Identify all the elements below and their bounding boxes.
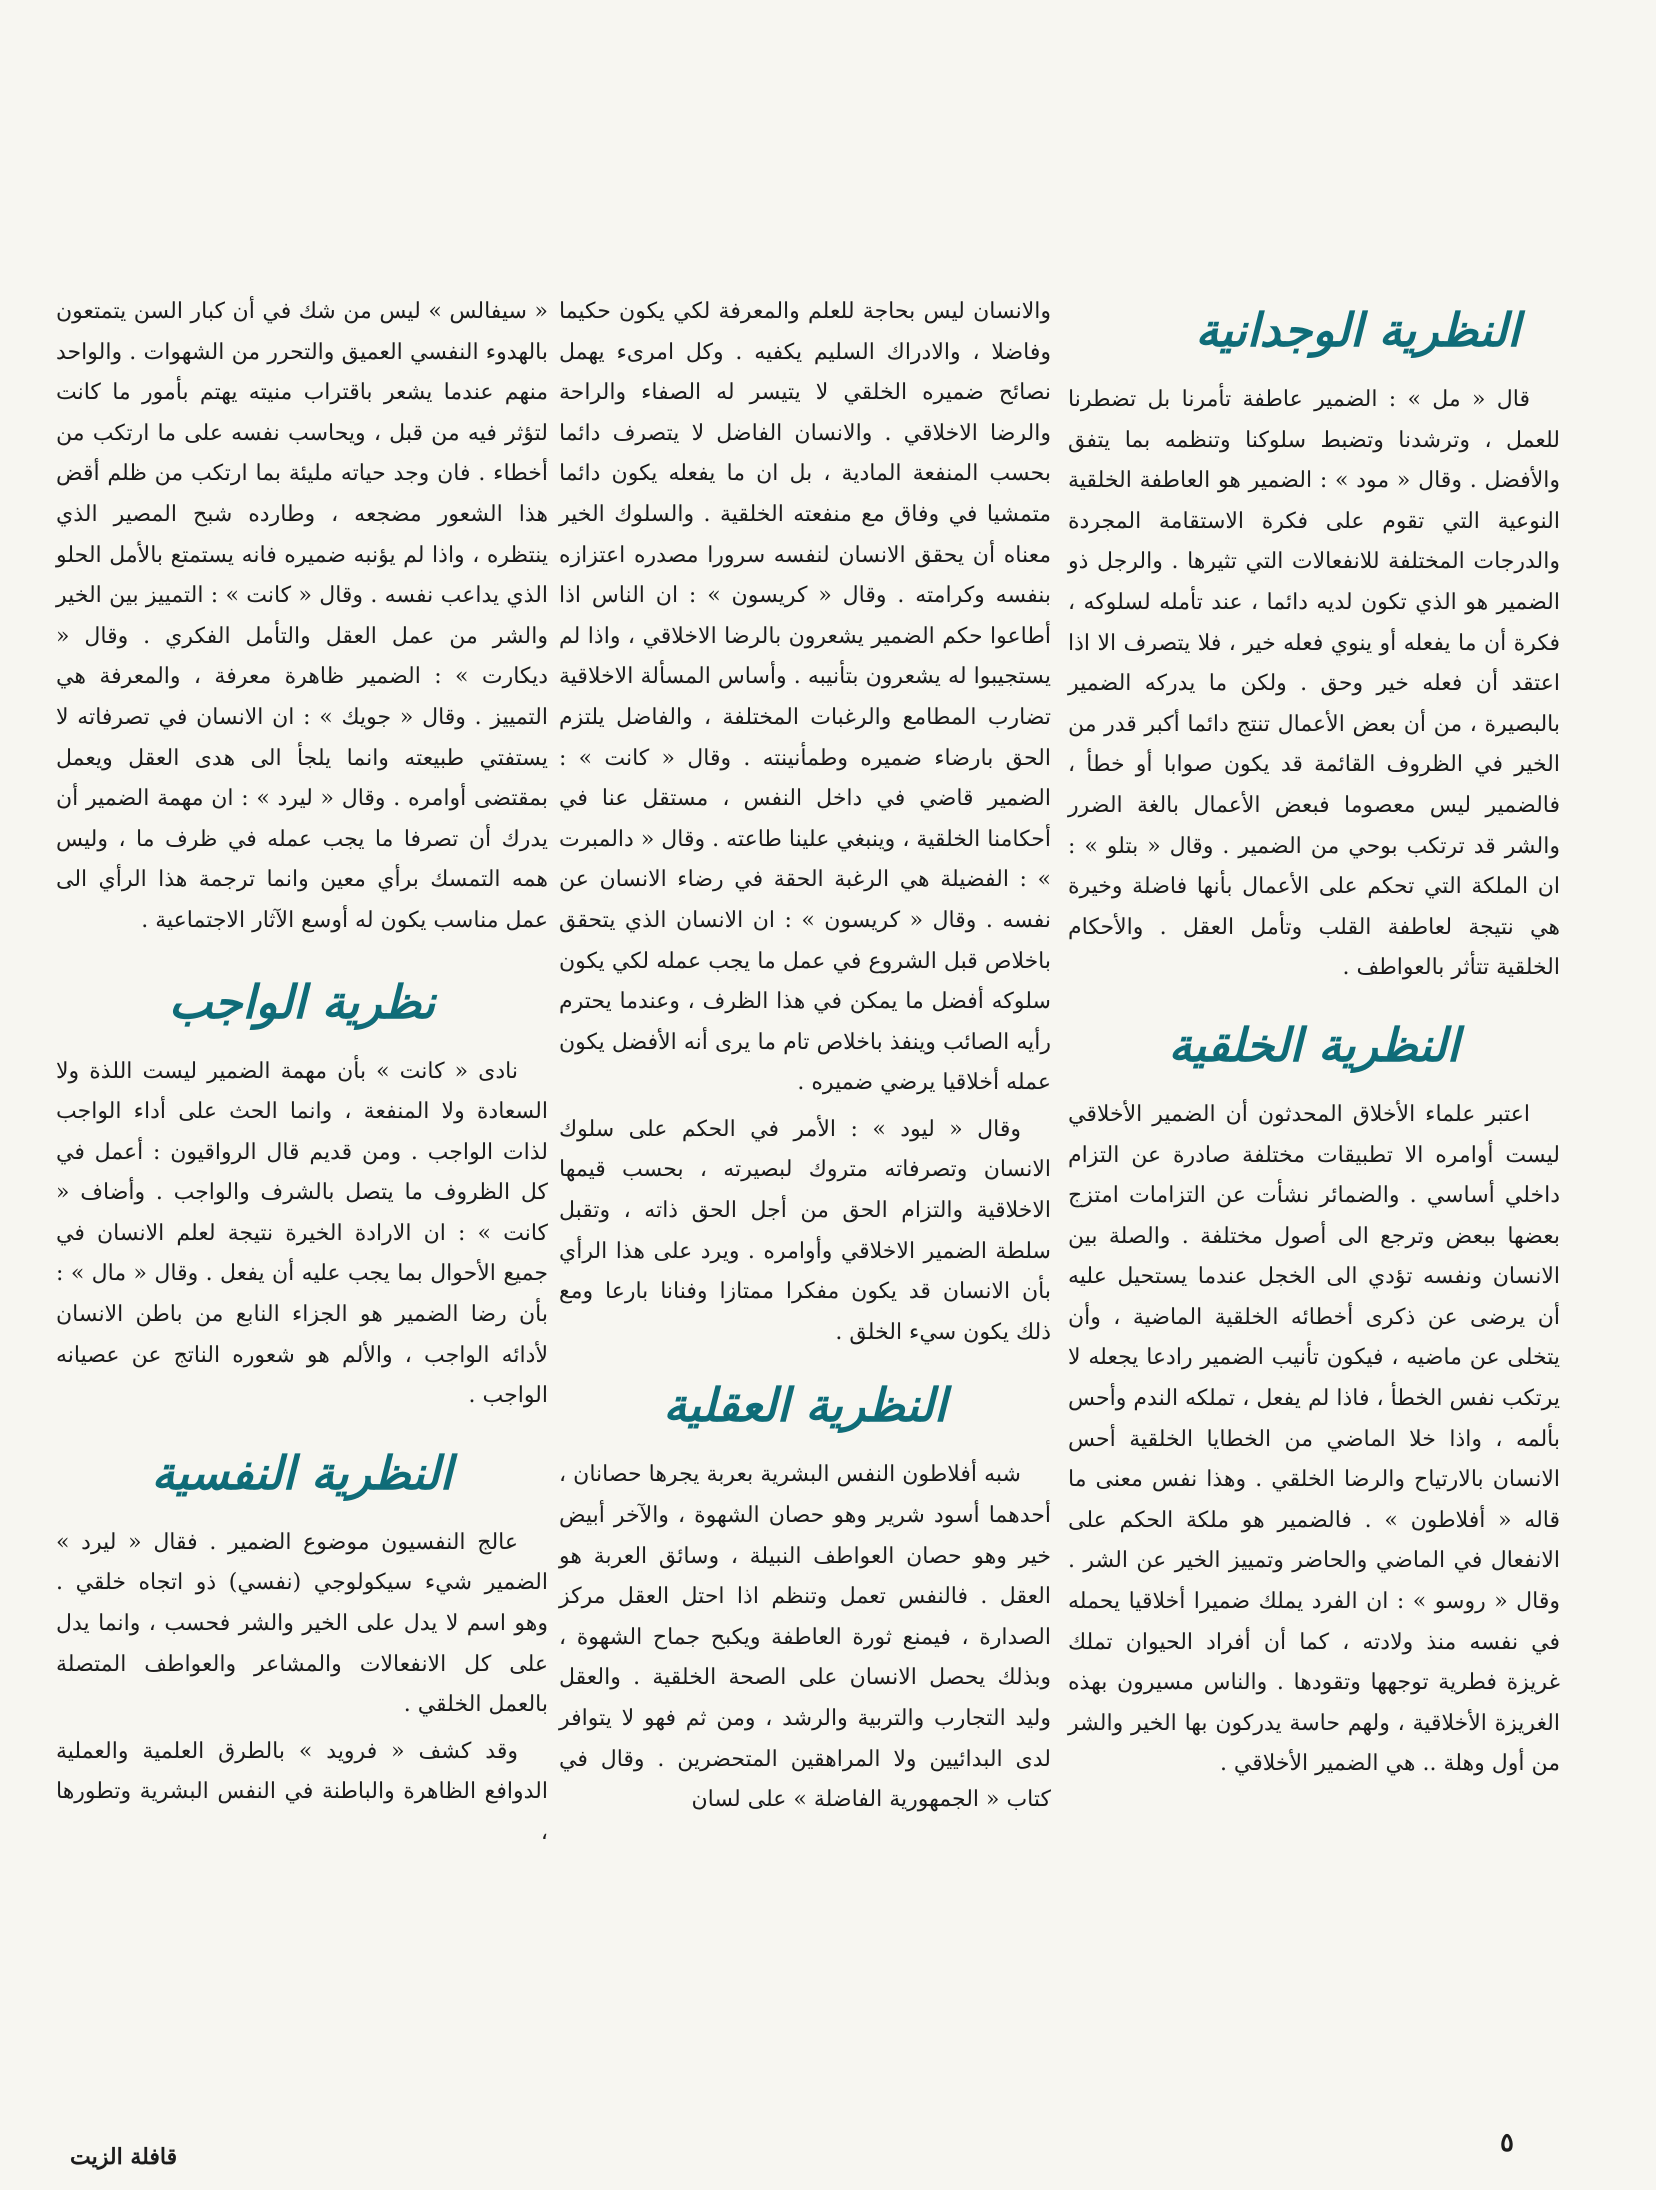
paragraph: اعتبر علماء الأخلاق المحدثون أن الضمير الأخلاقي ليست أوامره الا تطبيقات مختلفة صادرة عن التزام داخلي أساسي . والضمائر نشأت عن التزامات امتزج بعضها ببعض وترجع الى أصول مختلفة . والصلة بين الانسان ونفسه تؤدي الى الخجل عندما يستحيل عليه أن يرضى عن ذكرى أخطائه الخلقية الماضية ، وأن يتخلى عن ماضيه ، فيكون تأنيب الضمير رادعا يجعله لا يرتكب نفس الخطأ ، فاذا لم يفعل ، تملكه الندم وأحس بألمه ، واذا خلا الماضي من الخطايا الخلقية أحس الانسان بالارتياح والرضا الخلقي . وهذا نفس معنى ما قاله « أفلاطون » . فالضمير هو ملكة الحكم على الانفعال في الماضي والحاضر وتمييز الخير عن الشر . وقال « روسو » : ان الفرد يملك ضميرا أخلاقيا يحمله في نفسه منذ ولادته ، كما أن أفراد الحيوان تملك غريزة فطرية توجهها وتقودها . والناس مسيرون بهذه الغريزة الأخلاقية ، ولهم حاسة يدركون بها الخير والشر من أول وهلة .. هي الضمير الأخلاقي . [1068,1101,1560,1777]
heading-conscience-theory: النظرية الوجدانية [1195,303,1520,357]
column-right [1068,292,1560,1791]
paragraph: وقال « ليود » : الأمر في الحكم على سلوك الانسان وتصرفاته متروك لبصيرته ، بحسب قيمها الاخلاقية والتزام الحق من أجل الحق ذاته ، وتقبل سلطة الضمير الاخلاقي وأوامره . ويرد على هذا الرأي بأن الانسان قد يكون مفكرا ممتازا وفنانا بارعا ومع ذلك يكون سيء الخلق . [559,1116,1051,1345]
column-left [56,292,548,1860]
paragraph: عالج النفسيون موضوع الضمير . فقال « ليرد » الضمير شيء سيكولوجي (نفسي) ذو اتجاه خلقي . وهو اسم لا يدل على الخير والشر فحسب ، وانما يدل على كل الانفعالات والمشاعر والعواطف المتصلة بالعمل الخلقي . [56,1529,548,1718]
heading-psychological-theory: النظرية النفسية [151,1445,453,1500]
magazine-name: قافلة الزيت [70,2144,178,2170]
column-middle [559,292,1051,1827]
paragraph: « سيفالس » ليس من شك في أن كبار السن يتمتعون بالهدوء النفسي العميق والتحرر من الشهوات . والواحد منهم عندما يشعر باقتراب منيته يهتم بأمور ما كانت لتؤثر فيه من قبل ، ويحاسب نفسه على ما ارتكب من أخطاء . فان وجد حياته مليئة بما ارتكب من ظلم أقض هذا الشعور مضجعه ، وطارده شبح المصير الذي ينتظره ، واذا لم يؤنبه ضميره فانه يستمتع بالأمل الحلو الذي يداعب نفسه . وقال « كانت » : التمييز بين الخير والشر من عمل العقل والتأمل الفكري . وقال « ديكارت » : الضمير ظاهرة معرفة ، والمعرفة هي التمييز . وقال « جويك » : ان الانسان في تصرفاته لا يستفتي طبيعته وانما يلجأ الى هدى العقل ويعمل بمقتضى أوامره . وقال « ليرد » : ان مهمة الضمير أن يدرك أن تصرفا ما يجب عمله في ظرف ما ، وليس همه التمسك برأي معين وانما ترجمة هذا الرأي الى عمل مناسب يكون له أوسع الآثار الاجتماعية . [56,299,549,933]
paragraph: نادى « كانت » بأن مهمة الضمير ليست اللذة ولا السعادة ولا المنفعة ، وانما الحث على أداء الواجب لذات الواجب . ومن قديم قال الرواقيون : أعمل في كل الظروف ما يتصل بالشرف والواجب . وأضاف « كانت » : ان الارادة الخيرة نتيجة لعلم الانسان في جميع الأحوال بما يجب عليه أن يفعل . وقال « مال » : بأن رضا الضمير هو الجزاء النابع من باطن الانسان لأدائه الواجب ، والألم هو شعوره الناتج عن عصيانه الواجب . [56,1058,548,1409]
page-number: ٥ [1500,2128,1514,2158]
heading-duty-theory: نظرية الواجب [168,974,436,1029]
heading-rational-theory: النظرية العقلية [663,1378,947,1433]
paragraph: شبه أفلاطون النفس البشرية بعربة يجرها حصانان ، أحدهما أسود شرير وهو حصان الشهوة ، والآخر أبيض خير وهو حصان العواطف النبيلة ، وسائق العربة هو العقل . فالنفس تعمل وتنظم اذا احتل العقل مركز الصدارة ، فيمنع ثورة العاطفة ويكبح جماح الشهوة ، وبذلك يحصل الانسان على الصحة الخلقية . والعقل وليد التجارب والتربية والرشد ، ومن ثم فهو لا يتوافر لدى البدائيين ولا المراهقين المتحضرين . وقال في كتاب « الجمهورية الفاضلة » على لسان [559,1462,1051,1813]
paragraph: والانسان ليس بحاجة للعلم والمعرفة لكي يكون حكيما وفاضلا ، والادراك السليم يكفيه . وكل امرىء يهمل نصائح ضميره الخلقي لا يتيسر له الصفاء والراحة والرضا الاخلاقي . والانسان الفاضل لا يتصرف دائما بحسب المنفعة المادية ، بل ان ما يفعله يكون دائما متمشيا في وفاق مع منفعته الخلقية . والسلوك الخير معناه أن يحقق الانسان لنفسه سرورا مصدره اعتزازه بنفسه وكرامته . وقال « كريسون » : ان الناس اذا أطاعوا حكم الضمير يشعرون بالرضا الاخلاقي ، واذا لم يستجيبوا له يشعرون بتأنيبه . وأساس المسألة الاخلاقية تضارب المطامع والرغبات المختلفة ، والفاضل يلتزم الحق بارضاء ضميره وطمأنينته . وقال « كانت » : الضمير قاضي في داخل النفس ، مستقل عنا في أحكامنا الخلقية ، وينبغي علينا طاعته . وقال « دالمبرت » : الفضيلة هي الرغبة الحقة في رضاء الانسان عن نفسه . وقال « كريسون » : ان الانسان الذي يتحقق باخلاص قبل الشروع في عمل ما يجب عمله لكي يكون سلوكه أفضل ما يمكن في هذا الظرف ، وعندما يحترم رأيه الصائب وينفذ باخلاص تام ما يرى أنه الأفضل يكون عمله أخلاقيا يرضي ضميره . [559,299,1052,1096]
paragraph: وقد كشف « فرويد » بالطرق العلمية والعملية الدوافع الظاهرة والباطنة في النفس البشرية وتطورها ، [56,1738,548,1845]
heading-moral-theory: النظرية الخلقية [1168,1017,1460,1072]
paragraph: قال « مل » : الضمير عاطفة تأمرنا بل تضطرنا للعمل ، وترشدنا وتضبط سلوكنا وتنظمه بما يتفق والأفضل . وقال « مود » : الضمير هو العاطفة الخلقية النوعية التي تقوم على فكرة الاستقامة المجردة والدرجات المختلفة للانفعالات التي تثيرها . والرجل ذو الضمير هو الذي تكون لديه دائما ، عند تأمله لسلوكه ، فكرة أن ما يفعله أو ينوي فعله خير ، فلا يتصرف الا اذا اعتقد أن فعله خير وحق . ولكن ما يدركه الضمير بالبصيرة ، من أن بعض الأعمال تنتج دائما أكبر قدر من الخير في الظروف القائمة قد يكون صوابا أو خطأ ، فالضمير ليس معصوما فبعض الأعمال بالغة الضرر والشر قد ترتكب بوحي من الضمير . وقال « بتلو » : ان الملكة التي تحكم على الأعمال بأنها فاضلة وخيرة هي نتيجة لعاطفة القلب وتأمل العقل . والأحكام الخلقية تتأثر بالعواطف . [1068,387,1560,981]
